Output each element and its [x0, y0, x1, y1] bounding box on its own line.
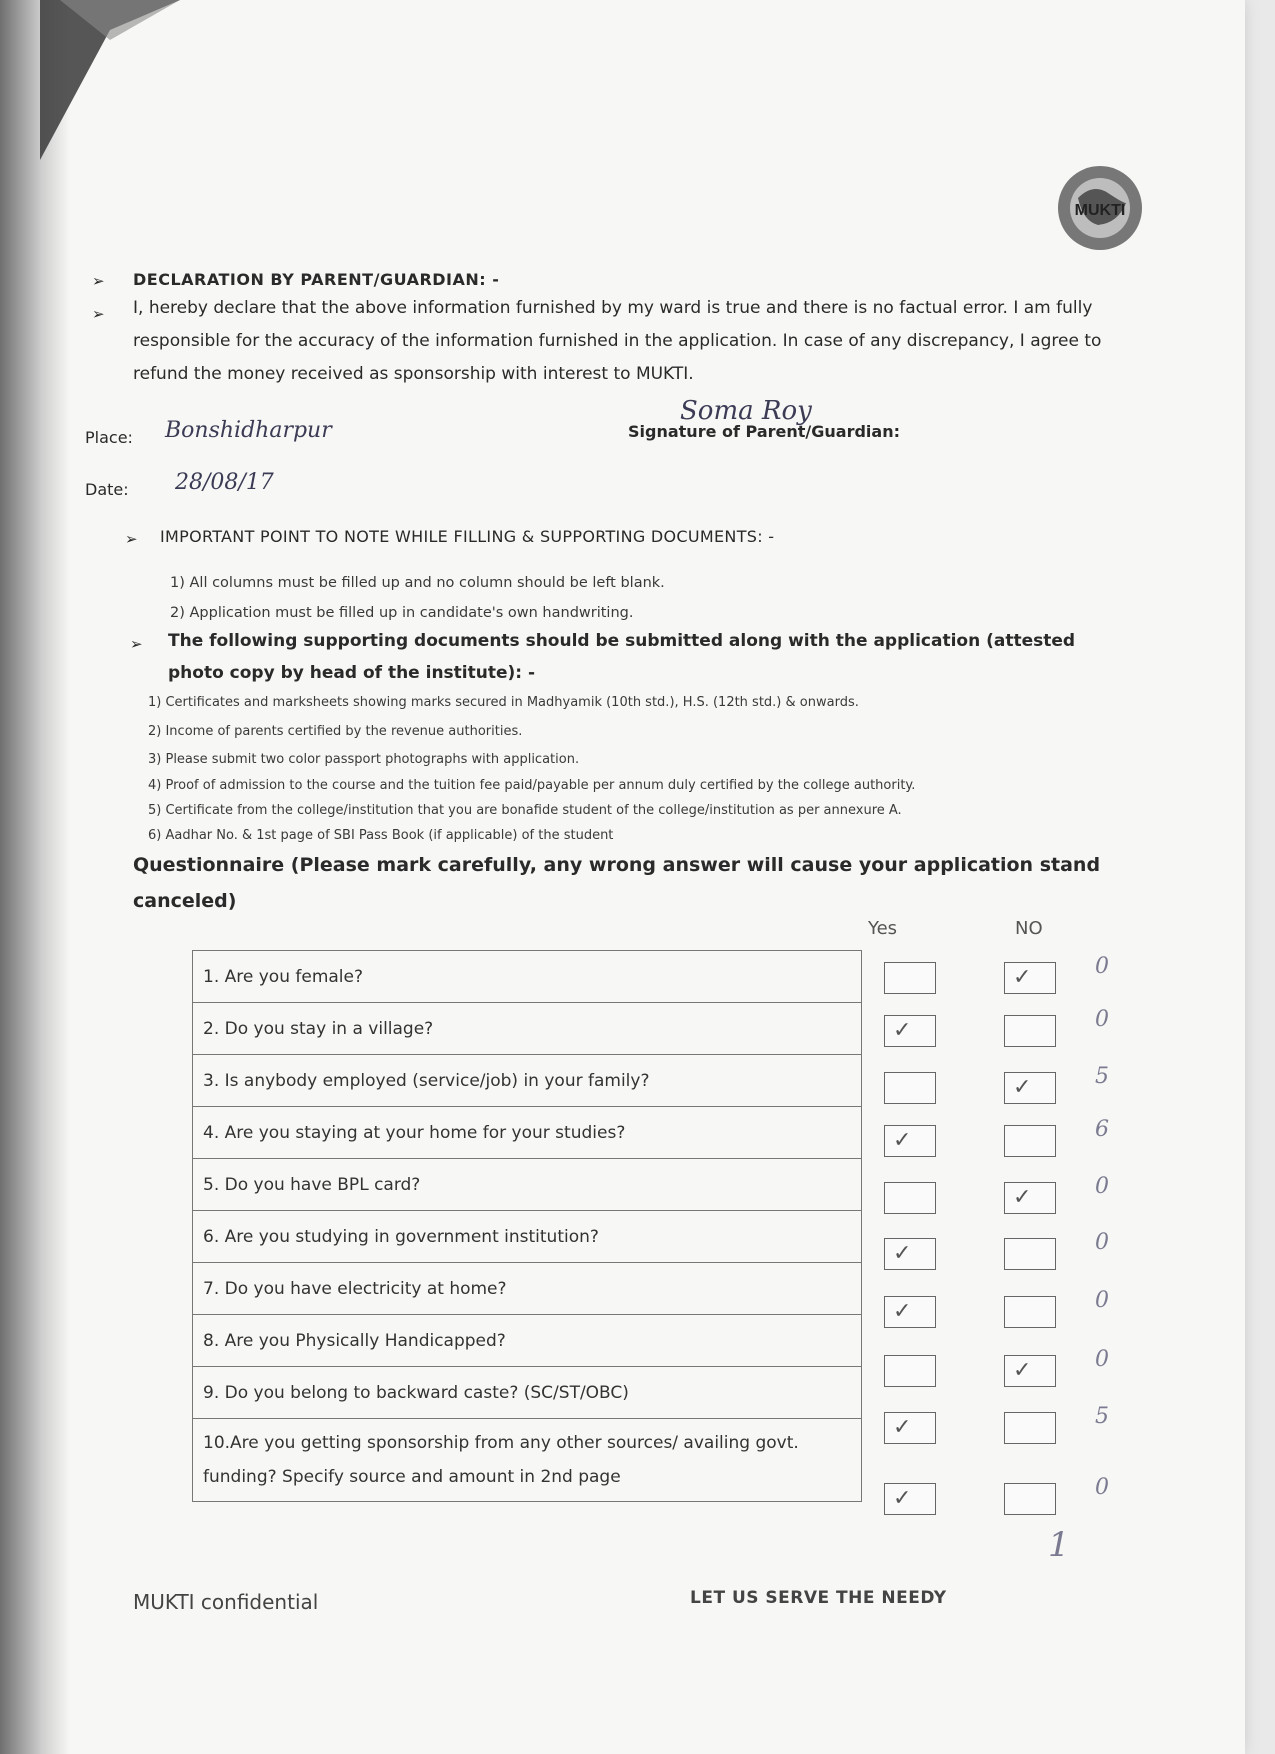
- score-mark: 0: [1095, 1007, 1109, 1032]
- important-heading: IMPORTANT POINT TO NOTE WHILE FILLING & SUPPORTING DOCUMENTS: -: [160, 527, 775, 546]
- question-text: 9. Do you belong to backward caste? (SC/ST/OBC): [193, 1367, 862, 1419]
- supporting-item: 1) Certificates and marksheets showing marks secured in Madhyamik (10th std.), H.S. (12th std.) & onwards.: [148, 695, 859, 710]
- check-mark-icon: ✓: [893, 1241, 912, 1266]
- supporting-item: 5) Certificate from the college/institution that you are bonafide student of the college/institution as per annexure A.: [148, 803, 902, 818]
- scan-edge-shadow: [0, 0, 70, 1754]
- supporting-item: 3) Please submit two color passport photographs with application.: [148, 752, 580, 767]
- no-checkbox[interactable]: [1004, 962, 1056, 994]
- score-mark: 0: [1095, 1475, 1109, 1500]
- no-checkbox[interactable]: [1004, 1296, 1056, 1328]
- yes-column-label: Yes: [868, 918, 898, 939]
- check-mark-icon: ✓: [893, 1128, 912, 1153]
- score-mark: 0: [1095, 1347, 1109, 1372]
- score-mark: 5: [1095, 1064, 1109, 1089]
- check-mark-icon: ✓: [1013, 1075, 1032, 1100]
- score-mark: 0: [1095, 1288, 1109, 1313]
- yes-checkbox[interactable]: [884, 1238, 936, 1270]
- declaration-text: I, hereby declare that the above information furnished by my ward is true and there is no factual error. I am fully responsible for the accuracy of the information furnished in the application. In case of any discrepancy, I agree to refund the money received as sponsorship with interest to MUKTI.: [133, 298, 1102, 384]
- question-text: 6. Are you studying in government institution?: [193, 1211, 862, 1263]
- score-mark: 0: [1095, 1174, 1109, 1199]
- date-value: 28/08/17: [175, 470, 274, 495]
- total-mark: 1: [1048, 1525, 1070, 1565]
- footer-slogan: LET US SERVE THE NEEDY: [690, 1588, 947, 1608]
- important-item: 1) All columns must be filled up and no column should be left blank.: [170, 575, 665, 591]
- question-text: 5. Do you have BPL card?: [193, 1159, 862, 1211]
- important-item: 2) Application must be filled up in candidate's own handwriting.: [170, 605, 634, 621]
- question-text: 10.Are you getting sponsorship from any other sources/ availing govt. funding? Specify source and amount in 2nd page: [193, 1419, 862, 1502]
- no-checkbox[interactable]: [1004, 1125, 1056, 1157]
- yes-checkbox[interactable]: [884, 1072, 936, 1104]
- declaration-heading: DECLARATION BY PARENT/GUARDIAN: -: [133, 270, 500, 289]
- check-mark-icon: ✓: [893, 1486, 912, 1511]
- questionnaire-table: [192, 950, 862, 1502]
- bullet-arrow: ➢: [92, 305, 105, 323]
- yes-checkbox[interactable]: [884, 1412, 936, 1444]
- check-mark-icon: ✓: [893, 1415, 912, 1440]
- check-mark-icon: ✓: [893, 1018, 912, 1043]
- question-text: 3. Is anybody employed (service/job) in your family?: [193, 1055, 862, 1107]
- no-checkbox[interactable]: [1004, 1182, 1056, 1214]
- question-text: 2. Do you stay in a village?: [193, 1003, 862, 1055]
- question-text: 8. Are you Physically Handicapped?: [193, 1315, 862, 1367]
- check-mark-icon: ✓: [893, 1299, 912, 1324]
- page-fold-corner: [40, 0, 180, 160]
- check-mark-icon: ✓: [1013, 1358, 1032, 1383]
- supporting-item: 6) Aadhar No. & 1st page of SBI Pass Book (if applicable) of the student: [148, 828, 614, 843]
- no-checkbox[interactable]: [1004, 1412, 1056, 1444]
- bullet-arrow: ➢: [92, 272, 105, 290]
- no-checkbox[interactable]: [1004, 1015, 1056, 1047]
- no-checkbox[interactable]: [1004, 1355, 1056, 1387]
- supporting-item: 2) Income of parents certified by the revenue authorities.: [148, 724, 523, 739]
- yes-checkbox[interactable]: [884, 1015, 936, 1047]
- yes-checkbox[interactable]: [884, 1125, 936, 1157]
- svg-text:MUKTI: MUKTI: [1074, 202, 1126, 219]
- signature-value: Soma Roy: [680, 396, 812, 426]
- date-label: Date:: [85, 480, 129, 499]
- score-mark: 0: [1095, 954, 1109, 979]
- yes-checkbox[interactable]: [884, 1182, 936, 1214]
- footer-confidential: MUKTI confidential: [133, 1590, 319, 1614]
- check-mark-icon: ✓: [1013, 1185, 1032, 1210]
- question-text: 7. Do you have electricity at home?: [193, 1263, 862, 1315]
- yes-checkbox[interactable]: [884, 1296, 936, 1328]
- score-mark: 5: [1095, 1404, 1109, 1429]
- place-value: Bonshidharpur: [165, 418, 332, 443]
- no-checkbox[interactable]: [1004, 1238, 1056, 1270]
- question-text: 1. Are you female?: [193, 951, 862, 1003]
- no-checkbox[interactable]: [1004, 1072, 1056, 1104]
- bullet-arrow: ➢: [125, 530, 138, 548]
- yes-checkbox[interactable]: [884, 1355, 936, 1387]
- question-text: 4. Are you staying at your home for your studies?: [193, 1107, 862, 1159]
- mukti-logo: [1048, 163, 1152, 253]
- yes-checkbox[interactable]: [884, 1483, 936, 1515]
- bullet-arrow: ➢: [130, 635, 143, 653]
- check-mark-icon: ✓: [1013, 965, 1032, 990]
- place-label: Place:: [85, 428, 133, 447]
- score-mark: 6: [1095, 1117, 1109, 1142]
- questionnaire-heading: Questionnaire (Please mark carefully, any wrong answer will cause your application stand canceled): [133, 854, 1101, 912]
- signature-label: Signature of Parent/Guardian:: [628, 422, 900, 441]
- supporting-item: 4) Proof of admission to the course and the tuition fee paid/payable per annum duly certified by the college authority.: [148, 778, 916, 793]
- score-mark: 0: [1095, 1230, 1109, 1255]
- supporting-heading: The following supporting documents should be submitted along with the application (attested photo copy by head of the institute): -: [168, 631, 1076, 683]
- no-checkbox[interactable]: [1004, 1483, 1056, 1515]
- no-column-label: NO: [1015, 918, 1043, 939]
- yes-checkbox[interactable]: [884, 962, 936, 994]
